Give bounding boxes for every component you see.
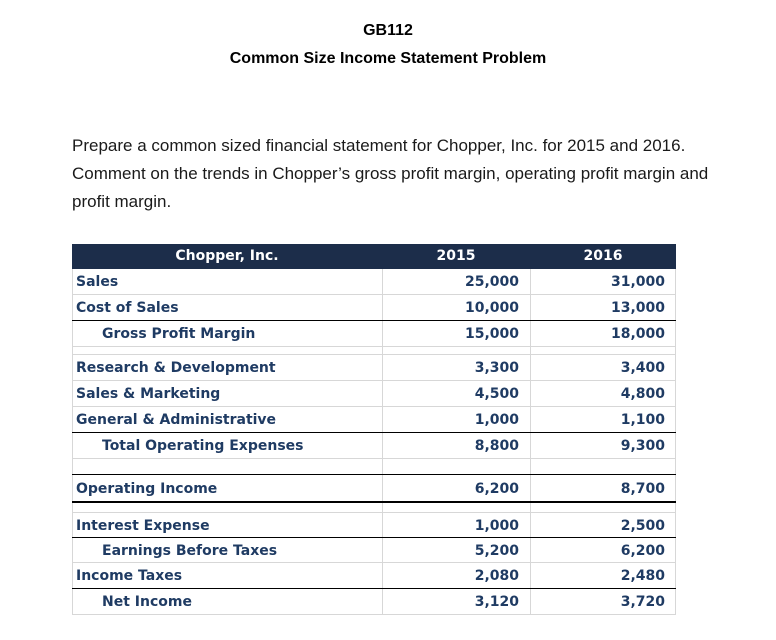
value-2016: 6,200 bbox=[620, 543, 665, 559]
table-row-sales bbox=[72, 269, 676, 295]
value-2015: 2,080 bbox=[474, 568, 519, 584]
table-row-ebt bbox=[72, 538, 676, 563]
value-2016: 9,300 bbox=[620, 438, 665, 454]
row-spacer bbox=[72, 459, 676, 475]
value-2015: 1,000 bbox=[474, 518, 519, 534]
value-2015: 3,120 bbox=[474, 594, 519, 610]
table-row-income-taxes bbox=[72, 563, 676, 589]
income-statement-table bbox=[72, 244, 676, 615]
value-2015: 1,000 bbox=[474, 412, 519, 428]
row-spacer bbox=[72, 347, 676, 355]
row-label: Earnings Before Taxes bbox=[102, 543, 278, 559]
table-row-interest-expense bbox=[72, 513, 676, 538]
table-row-general-admin bbox=[72, 407, 676, 433]
year-2016-header: 2016 bbox=[583, 248, 623, 264]
table-row-cost-of-sales bbox=[72, 295, 676, 321]
value-2015: 25,000 bbox=[464, 274, 519, 290]
table-row-research-development bbox=[72, 355, 676, 381]
row-label: Interest Expense bbox=[76, 518, 210, 534]
table-header bbox=[72, 244, 676, 269]
value-2015: 3,300 bbox=[474, 360, 519, 376]
value-2016: 4,800 bbox=[620, 386, 665, 402]
row-spacer bbox=[72, 503, 676, 513]
value-2015: 8,800 bbox=[474, 438, 519, 454]
value-2016: 8,700 bbox=[620, 481, 665, 497]
table-row-gross-profit bbox=[72, 321, 676, 347]
value-2015: 6,200 bbox=[474, 481, 519, 497]
row-label: Research & Development bbox=[76, 360, 276, 376]
value-2015: 10,000 bbox=[464, 300, 519, 316]
value-2015: 5,200 bbox=[474, 543, 519, 559]
value-2016: 3,720 bbox=[620, 594, 665, 610]
row-label: General & Administrative bbox=[76, 412, 277, 428]
value-2015: 15,000 bbox=[464, 326, 519, 342]
value-2015: 4,500 bbox=[474, 386, 519, 402]
problem-title: Common Size Income Statement Problem bbox=[229, 50, 547, 67]
row-label: Operating Income bbox=[76, 481, 218, 497]
row-label: Sales bbox=[76, 274, 119, 290]
value-2016: 2,500 bbox=[620, 518, 665, 534]
row-label: Net Income bbox=[102, 594, 192, 610]
row-label: Cost of Sales bbox=[76, 300, 179, 316]
problem-prompt: Prepare a common sized financial statement for Chopper, Inc. for 2015 and 2016. Comment on the trends in Chopper’s gross profit margin, operating profit margin and profit margin. bbox=[72, 136, 709, 211]
row-label: Total Operating Expenses bbox=[102, 438, 304, 454]
table-row-total-opex bbox=[72, 433, 676, 459]
table-row-sales-marketing bbox=[72, 381, 676, 407]
table-row-operating-income bbox=[72, 475, 676, 503]
course-code: GB112 bbox=[363, 22, 413, 39]
table-row-net-income bbox=[72, 589, 676, 615]
row-label: Sales & Marketing bbox=[76, 386, 221, 402]
row-label: Gross Profit Margin bbox=[102, 326, 256, 342]
company-header: Chopper, Inc. bbox=[175, 248, 279, 264]
row-label: Income Taxes bbox=[76, 568, 183, 584]
year-2015-header: 2015 bbox=[436, 248, 476, 264]
value-2016: 1,100 bbox=[620, 412, 665, 428]
value-2016: 31,000 bbox=[610, 274, 665, 290]
value-2016: 2,480 bbox=[620, 568, 665, 584]
value-2016: 3,400 bbox=[620, 360, 665, 376]
value-2016: 18,000 bbox=[610, 326, 665, 342]
value-2016: 13,000 bbox=[610, 300, 665, 316]
